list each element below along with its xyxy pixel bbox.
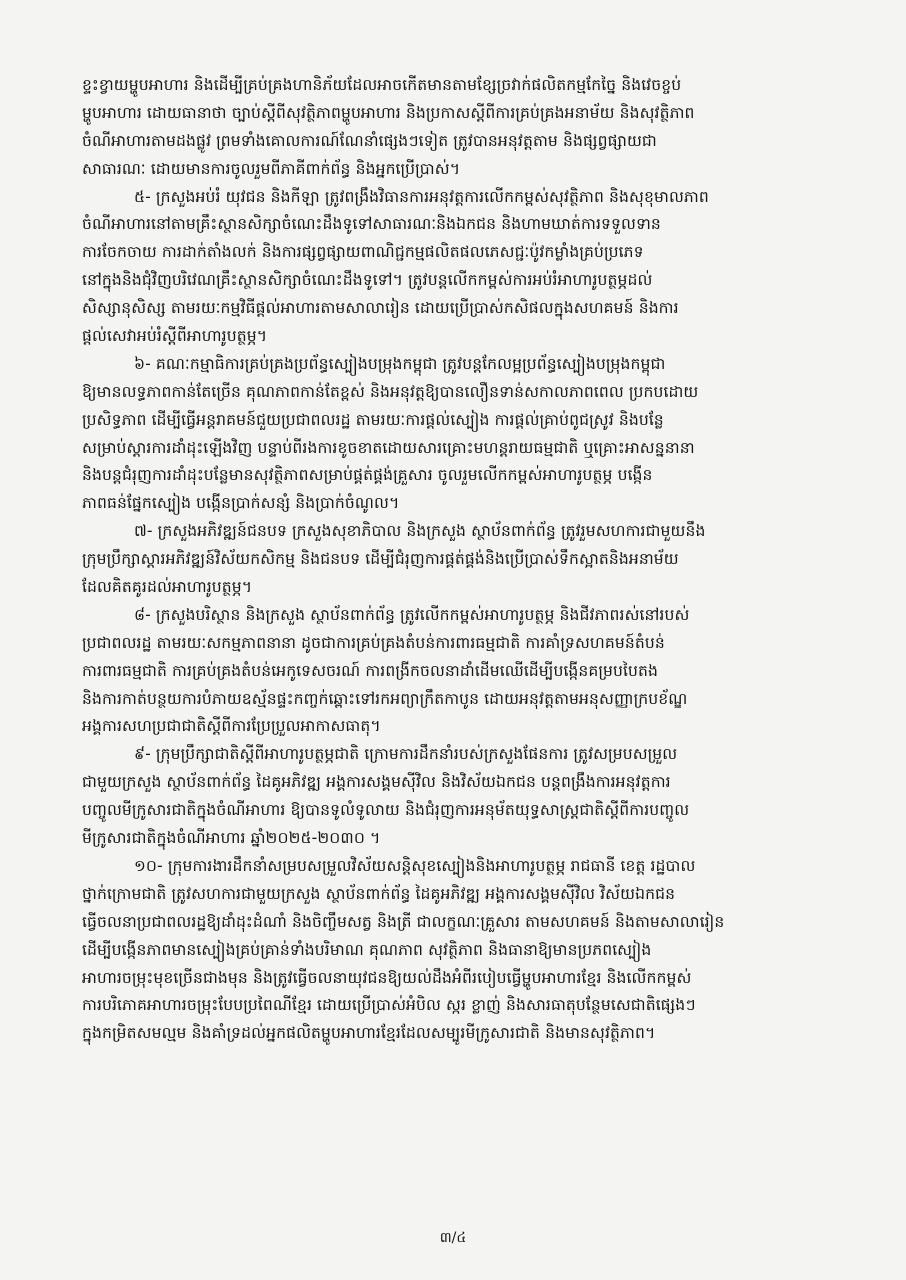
text-line: ថ្នាក់ក្រោមជាតិ ត្រូវសហការជាមួយក្រសួង ស្ថាប័នពាក់ព័ន្ធ ដៃគូអភិវឌ្ឍ អង្គការសង្គមស៊ីវិល វិស័យឯកជន xyxy=(82,884,676,903)
text-line: ចំណីអាហារតាមដងផ្លូវ ព្រមទាំងគោលការណ៍ណែនាំផ្សេងៗទៀត ត្រូវបានអនុវត្តតាម និងផ្សព្វផ្សាយជា xyxy=(82,131,657,150)
text-line: ក្នុងកម្រិតសមល្មម និងគាំទ្រដល់អ្នកផលិតម្ហូបអាហារខ្មែរដែលសម្បូរមីក្រូសារជាតិ និងមានសុវត្ថិភាព។ xyxy=(82,1024,656,1043)
text-line: អាហារចម្រុះមុខច្រើនជាងមុន និងត្រូវធ្វើចលនាយុវជនឱ្យយល់ដឹងអំពីរបៀបធ្វើម្ហូបអាហារខ្មែរ និងលើកកម្ពស់ xyxy=(82,968,692,987)
paragraph-10-start: ១០- ក្រុមការងារដឹកនាំសម្របសម្រួលវិស័យសន្តិសុខស្បៀងនិងអាហារូបត្ថម្ភ រាជធានី ខេត្ត រដ្ឋបាល xyxy=(134,856,696,875)
text-line: សម្រាប់ស្តារការដាំដុះឡើងវិញ បន្ទាប់ពីរងការខូចខាតដោយសារគ្រោះមហន្តរាយធម្មជាតិ ឬគ្រោះអាសន្ននានា xyxy=(82,438,695,457)
text-line: និងការកាត់បន្ថយការបំភាយឧស្ម័នផ្ទះកញ្ចក់ឆ្ពោះទៅរកអព្យាក្រឹតកាបូន ដោយអនុវត្តតាមអនុសញ្ញាក្របខ័ណ្ឌ xyxy=(82,689,688,708)
paragraph-8-start: ៨- ក្រសួងបរិស្ថាន និងក្រសួង ស្ថាប័នពាក់ព័ន្ធ ត្រូវលើកកម្ពស់អាហារូបត្ថម្ភ និងជីវភាពរស់នៅរបស់ xyxy=(134,605,690,624)
text-line: បញ្ចូលមីក្រូសារជាតិក្នុងចំណីអាហារ ឱ្យបានទូលំទូលាយ និងជំរុញការអនុម័តយុទ្ធសាស្ត្រជាតិស្តីពីការបញ្ចូល xyxy=(82,801,690,820)
text-line: ប្រជាពលរដ្ឋ តាមរយៈសកម្មភាពនានា ដូចជាការគ្រប់គ្រងតំបន់ការពារធម្មជាតិ ការគាំទ្រសហគមន៍តំបន់ xyxy=(82,633,665,652)
text-line: ដែលគិតគូរដល់អាហារូបត្ថម្ភ។ xyxy=(82,578,253,597)
paragraph-6-start: ៦- គណៈកម្មាធិការគ្រប់គ្រងប្រព័ន្ធស្បៀងបម្រុងកម្ពុជា ត្រូវបន្តកែលម្អប្រព័ន្ធស្បៀងបម្រុងកម្ពុជា xyxy=(134,354,666,373)
text-line: អង្គការសហប្រជាជាតិស្តីពីការប្រែប្រួលអាកាសធាតុ។ xyxy=(82,717,381,736)
text-line: ភាពធន់ផ្នែកស្បៀង បង្កើនប្រាក់សន្សំ និងប្រាក់ចំណូល។ xyxy=(82,494,400,513)
text-line: មីក្រូសារជាតិក្នុងចំណីអាហារ ឆ្នាំ២០២៥-២០៣០ ។ xyxy=(82,829,381,848)
text-line: ការចែកចាយ ការដាក់តាំងលក់ និងការផ្សព្វផ្សាយពាណិជ្ជកម្មផលិតផលភេសជ្ជៈប៉ូវកម្លាំងគ្រប់ប្រភេទ xyxy=(82,243,644,262)
text-line: ឱ្យមានលទ្ធភាពកាន់តែច្រើន គុណភាពកាន់តែខ្ពស់ និងអនុវត្តឱ្យបានលឿនទាន់សកាលភាពពេល ប្រកបដោយ xyxy=(82,382,699,401)
text-line: ខ្ទះខ្វាយម្ហូបអាហារ និងដើម្បីគ្រប់គ្រងហានិភ័យដែលអាចកើតមានតាមខ្សែច្រវាក់ផលិតកម្មកែច្នៃ និងវេចខ្ចប់ xyxy=(82,76,682,94)
text-line: ផ្តល់សេវាអប់រំស្តីពីអាហារូបត្ថម្ភ។ xyxy=(82,327,268,346)
text-line: ចំណីអាហារនៅតាមគ្រឹះស្ថានសិក្សាចំណេះដឹងទូទៅសាធារណៈនិងឯកជន និងហាមឃាត់ការទទួលទាន xyxy=(82,215,661,234)
text-line: ក្រុមប្រឹក្សាស្តារអភិវឌ្ឍន៍វិស័យកសិកម្ម និងជនបទ ដើម្បីជំរុញការផ្គត់ផ្គង់និងប្រើប្រាស់ទឹកស្អាតនិងអនាម័យ xyxy=(82,550,679,569)
text-line: ការបរិភោគអាហារចម្រុះបែបប្រពៃណីខ្មែរ ដោយប្រើប្រាស់អំបិល ស្ករ ខ្លាញ់ និងសារធាតុបន្ថែមសេជាតិផ្សេងៗ xyxy=(82,996,696,1015)
document-body xyxy=(82,72,830,1048)
paragraph-7-start: ៧- ក្រសួងអភិវឌ្ឍន៍ជនបទ ក្រសួងសុខាភិបាល និងក្រសួង ស្ថាប័នពាក់ព័ន្ធ ត្រូវរួមសហការជាមួយនឹង xyxy=(134,522,706,541)
text-line: សាធារណៈ ដោយមានការចូលរួមពីភាគីពាក់ព័ន្ធ និងអ្នកប្រើប្រាស់។ xyxy=(82,159,461,178)
paragraph-5-start: ៥- ក្រសួងអប់រំ យុវជន និងកីឡា ត្រូវពង្រឹងវិធានការអនុវត្តការលើកកម្ពស់សុវត្ថិភាព និងសុខុមាលភាព xyxy=(134,187,709,206)
text-line: ធ្វើចលនាប្រជាពលរដ្ឋឱ្យដាំដុះដំណាំ និងចិញ្ចឹមសត្វ និងត្រី ជាលក្ខណៈគ្រួសារ តាមសហគមន៍ និងតាមសាលារៀន xyxy=(82,912,725,931)
page-number: ៣/៤ xyxy=(439,1230,467,1246)
text-line: ការពារធម្មជាតិ ការគ្រប់គ្រងតំបន់អេកូទេសចរណ៍ ការពង្រីកចលនាដាំដើមឈើដើម្បីបង្កើនគម្របបៃតង xyxy=(82,661,658,680)
text-line: ជាមួយក្រសួង ស្ថាប័នពាក់ព័ន្ធ ដៃគូអភិវឌ្ឍ អង្គការសង្គមស៊ីវិល និងវិស័យឯកជន បន្តពង្រឹងការអនុវត្តការ xyxy=(82,773,671,792)
text-line: នៅក្នុងនិងជុំវិញបរិវេណគ្រឹះស្ថានសិក្សាចំណេះដឹងទូទៅ។ ត្រូវបន្តលើកកម្ពស់ការអប់រំអាហារូបត្ថម្ភដល់ xyxy=(82,271,653,290)
text-line: និងបន្តជំរុញការដាំដុះបន្លែមានសុវត្ថិភាពសម្រាប់ផ្គត់ផ្គង់គ្រួសារ ចូលរួមលើកកម្ពស់អាហារូបត្ថម្ភ បង្កើន xyxy=(82,466,653,485)
text-line: ម្ហូបអាហារ ដោយធានាថា ច្បាប់ស្តីពីសុវត្ថិភាពម្ហូបអាហារ និងប្រកាសស្តីពីការគ្រប់គ្រងអនាម័យ និងសុវត្ថិភាព xyxy=(82,103,695,122)
text-line: ដើម្បីបង្កើនភាពមានស្បៀងគ្រប់គ្រាន់ទាំងបរិមាណ គុណភាព សុវត្ថិភាព និងធានាឱ្យមានប្រភពស្បៀង xyxy=(82,940,652,959)
text-line: ប្រសិទ្ធភាព ដើម្បីធ្វើអន្តរាគមន៍ជួយប្រជាពលរដ្ឋ តាមរយៈការផ្តល់ស្បៀង ការផ្តល់គ្រាប់ពូជស្រូវ និងបន្លែ xyxy=(82,410,664,429)
text-line: សិស្សានុសិស្ស តាមរយៈកម្មវិធីផ្តល់អាហារតាមសាលារៀន ដោយប្រើប្រាស់កសិផលក្នុងសហគមន៍ និងការ xyxy=(82,299,679,318)
paragraph-9-start: ៩- ក្រុមប្រឹក្សាជាតិស្តីពីអាហារូបត្ថម្ភជាតិ ក្រោមការដឹកនាំរបស់ក្រសួងផែនការ ត្រូវសម្របសម្រួល xyxy=(134,745,678,764)
